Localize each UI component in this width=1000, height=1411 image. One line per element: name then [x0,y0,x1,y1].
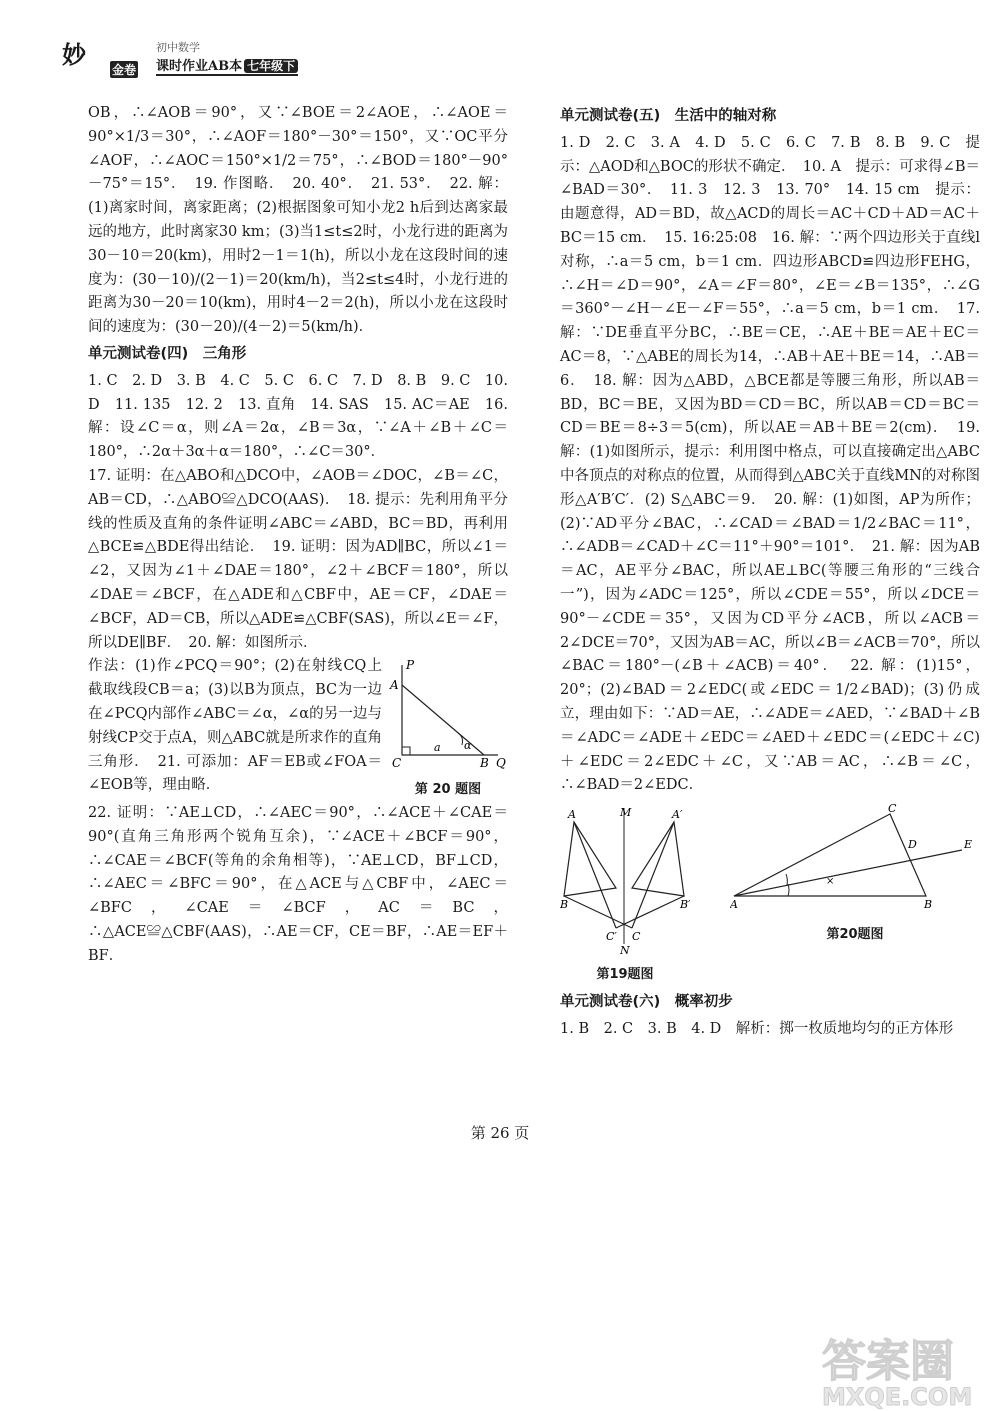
brand-sub: 金卷 [112,63,137,77]
right-column [560,102,980,1041]
right-angle-mark [402,747,410,755]
section-title: 单元测试卷(四) 三角形 [88,345,247,362]
label-b: B [924,898,933,912]
answer-paragraph: 17. 证明：在△ABO和△DCO中，∠AOB＝∠DOC，∠B＝∠C，AB＝CD，∴△ABO≌△DCO(AAS)． 18. 提示：先利用角平分线的性质及直角的条件证明∠ABC＝∠ABD，BC＝BD，再利用△BCE≌△BDE得出结论． 19. 证明：因为AD∥BC，所以∠1＝∠2，又因为∠1＋∠DAE＝180°，∠2＋∠BCF＝180°，所以∠DAE＝∠BCF，在△ADE和△CBF中，AE＝CF，∠DAE＝∠BCF，AD＝CB，所以△ADE≌△CBF(SAS)，所以∠E＝∠F，所以DE∥BF． 20. 解：如图所示． [88,467,508,651]
figure-caption: 第19题图 [596,966,654,982]
header-text [156,39,298,76]
label-b: B [480,756,489,770]
cross-mark: × [826,876,835,888]
axis-symmetry-diagram [560,804,690,954]
answer-paragraph: 1. D 2. C 3. A 4. D 5. C 6. C 7. B 8. B 9. C 提示：△AOD和△BOC的形状不确定． 10. A 提示：可求得∠B＝∠BAD＝30°． 11. 3 12. 3 13. 70° 14. 15 cm 提示：由题意得，AD＝BD，故△ACD的周长＝AC＋CD＋AD＝AC＋BC＝15 cm． 15. 16:25:08 16. 解：∵两个四边形关于直线l对称，∴a＝5 cm，b＝1 cm．四边形ABCD≌四边形FEHG，∴∠H＝∠D＝90°，∠A＝∠F＝80°，∠E＝∠B＝135°，∴∠G＝360°－∠H－∠E－∠F＝55°，∴a＝5 cm，b＝1 cm． 17. 解：∵DE垂直平分BC，∴BE＝CE，∴AE＋BE＝AE＋EC＝AC＝8，∵△ABE的周长为14，∴AB＋AE＋BE＝14，∴AB＝6． 18. 解：因为△ABD，△BCE都是等腰三角形，所以AB＝BD，BC＝BE，又因为BD＝CD＝BC，所以AB＝CD＝BC＝CD＝BE＝8÷3＝5(cm)，所以AE＝AB＋BE＝2(cm)． 19. 解：(1)如图所示，提示：利用图中格点，可以直接确定出△ABC中各顶点的对称点的位置，从而得到△ABC关于直线MN的对称图形△A′B′C′．(2) S△ABC＝9． 20. 解：(1)如图，AP为所作；(2)∵AD平分∠BAC，∴∠CAD＝∠BAD＝1/2∠BAC＝11°，∴∠ADB＝∠CAD＋∠C＝11°＋90°＝101°． 21. 解：因为AB＝AC，AE平分∠BAC，所以AE⊥BC(等腰三角形的“三线合一”)，因为∠ADC＝125°，所以∠CDE＝55°，所以∠DCE＝90°－∠CDE＝35°，又因为CD平分∠ACB，所以∠ACB＝2∠DCE＝70°，又因为AB＝AC，所以∠B＝∠ACB＝70°，所以∠BAC＝180°－(∠B＋∠ACB)＝40°． 22. 解：(1)15°，20°；(2)∠BAD＝2∠EDC(或∠EDC＝1/2∠BAD)；(3)仍成立，理由如下：∵AD＝AE，∴∠ADE＝∠AED，∵∠BAD＋∠B＝∠ADC＝∠ADE＋∠EDC＝∠AED＋∠EDC＝(∠EDC＋∠C)＋∠EDC＝2∠EDC＋∠C，又∵AB＝AC，∴∠B＝∠C，∴∠BAD＝2∠EDC． [560,134,980,794]
label-c-prime: C′ [606,930,617,944]
answer-paragraph: 1. B 2. C 3. B 4. D 解析：掷一枚质地均匀的正方体形 [560,1020,954,1037]
label-a: A [390,678,399,693]
watermark-title: 答案圈 [822,1336,954,1387]
arc-mark [458,733,463,745]
segment [616,896,684,928]
header-grade: 七年级下 [244,59,298,73]
label-c: C [392,756,402,770]
segment [574,822,616,928]
brand-name: 妙 [62,40,84,69]
watermark-url: MXQE.COM [822,1383,973,1411]
answer-paragraph: 1. C 2. D 3. B 4. C 5. C 6. C 7. D 8. B 9. C 10. D 11. 135 12. 2 13. 直角 14. SAS 15. AC＝AE 16. 解：设∠C＝α，则∠A＝2α，∠B＝3α，∵∠A＋∠B＋∠C＝180°，∴2α＋3α＋α＝180°，∴∠C＝30°． [88,372,508,461]
label-n: N [620,944,630,955]
section-title: 单元测试卷(六) 概率初步 [560,993,733,1010]
label-c: C [888,804,897,816]
header-title: 课时作业AB本 [156,58,243,74]
figure-row [560,804,980,987]
section-title: 单元测试卷(五) 生活中的轴对称 [560,108,777,124]
brand-logo [62,35,148,79]
ray-ap [734,850,962,896]
segment [564,896,632,928]
answer-paragraph: 作法：(1)作∠PCQ＝90°；(2)在射线CQ上截取线段CB＝a；(3)以B为顶点，BC为一边在∠PCQ内部作∠ABC＝∠α，∠α的另一边与射线CP交于点A，则△ABC就是所求作的直角三角形． 21. 可添加：AF＝EB或∠FOA＝∠EOB等，理由略． [88,658,382,794]
page-header [62,32,298,82]
label-q: Q [496,756,506,770]
right-triangle-diagram [388,659,508,769]
label-m: M [620,806,632,820]
header-title-line [156,55,298,76]
label-a-side: a [434,741,441,755]
label-e: E [964,838,973,852]
watermark [822,1325,982,1411]
figure-caption: 第20题图 [826,926,884,942]
arc-mark [788,884,789,896]
page-number: 第 26 页 [470,1124,530,1142]
label-alpha: α [464,739,472,753]
answer-paragraph: 22. 证明：∵AE⊥CD，∴∠AEC＝90°，∴∠ACE＋∠CAE＝90°(直角三角形两个锐角互余)，∵∠ACE＋∠BCF＝90°，∴∠CAE＝∠BCF(等角的余角相等)，∵AE⊥CD，BF⊥CD，∴∠AEC＝∠BFC＝90°，在△ACE与△CBF中，∠AEC＝∠BFC，∠CAE＝∠BCF，AC＝BC，∴△ACE≌△CBF(AAS)，∴AE＝CF，CE＝BF，∴AE＝EF＋BF． [88,804,508,964]
figure-20-left [388,659,508,802]
label-d: D [908,838,917,852]
answer-paragraph: OB，∴∠AOB＝90°，又∵∠BOE＝2∠AOE，∴∠AOE＝90°×1/3＝30°，∴∠AOF＝180°－30°＝150°，又∵OC平分∠AOF，∴∠AOC＝150°×1/2＝75°，∴∠BOD＝180°－90°－75°＝15°． 19. 作图略． 20. 40°． 21. 53°． 22. 解：(1)离家时间，离家距离；(2)根据图象可知小龙2 h后到达离家最远的地方，此时离家30 km；(3)当1≤t≤2时，小龙行进的距离为30－10＝20(km)，用时2－1＝1(h)，所以小龙在这段时间的速度为：(30－10)/(2－1)＝20(km/h)，当2≤t≤4时，小龙行进的距离为30－20＝10(km)，用时4－2＝2(h)，所以小龙在这段时间的速度为：(30－20)/(4－2)＝5(km/h)． [88,105,508,336]
angle-bisector-diagram [730,804,980,914]
triangle-abc [564,822,616,896]
figure-19 [560,804,690,987]
figure-20-right [730,804,980,987]
segment [632,822,674,928]
triangle-abc-prime [632,822,684,896]
label-c: C [632,930,641,944]
label-b-prime: B′ [680,898,690,912]
header-series: 初中数学 [156,40,200,54]
figure-row [88,655,508,802]
label-a-prime: A′ [672,808,683,822]
label-a: A [568,808,576,822]
label-a: A [730,898,738,912]
label-p: P [406,659,415,673]
segment-ab [402,685,484,755]
label-b: B [560,898,569,912]
arc-mark [786,874,787,885]
figure-caption: 第 20 题图 [414,782,482,798]
left-column [88,102,508,969]
